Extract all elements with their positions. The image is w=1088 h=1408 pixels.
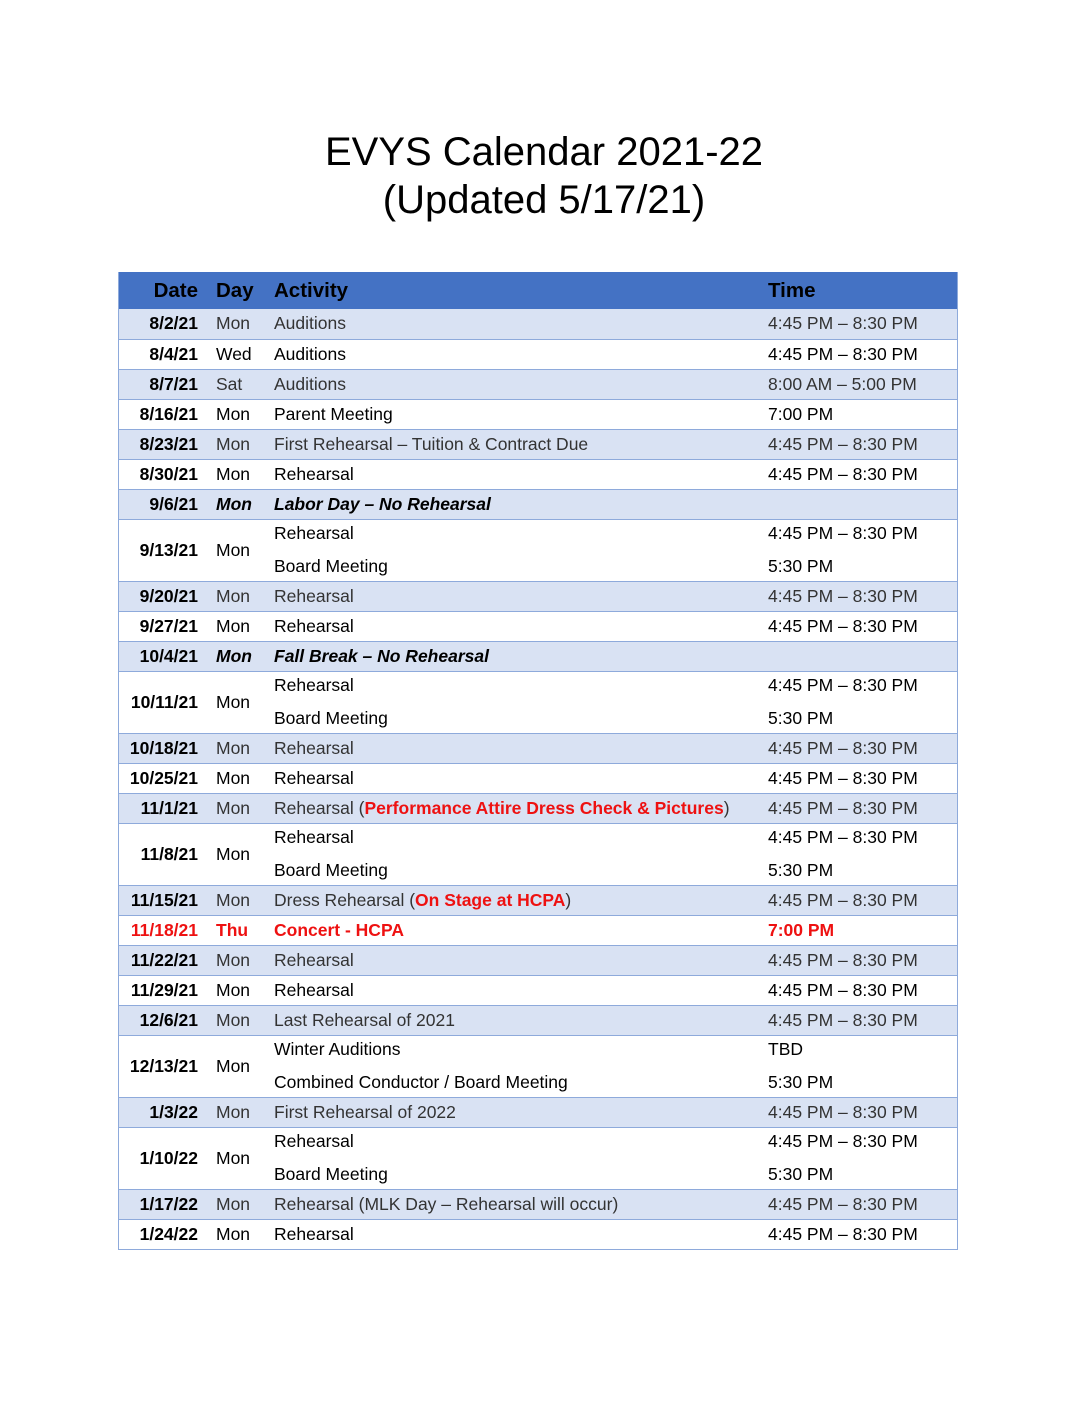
title-line-1: EVYS Calendar 2021-22 xyxy=(324,130,764,174)
row-time: 8:00 AM – 5:00 PM xyxy=(768,373,917,394)
row-day: Mon xyxy=(216,889,251,910)
activity-text: Rehearsal ( xyxy=(274,797,365,818)
row-day: Mon xyxy=(216,797,251,818)
row-date: 1/3/22 xyxy=(149,1101,198,1122)
row-time xyxy=(768,519,958,581)
row-time xyxy=(768,671,958,733)
row-date: 9/20/21 xyxy=(139,585,198,606)
row-activity: Auditions xyxy=(274,343,346,364)
row-time xyxy=(768,1127,958,1189)
row-day: Thu xyxy=(216,919,249,940)
activity-text-end: ) xyxy=(565,889,572,910)
table-row xyxy=(119,733,958,763)
activity-line-2: Board Meeting xyxy=(274,708,388,728)
table-row xyxy=(119,459,958,489)
row-date: 12/6/21 xyxy=(139,1009,198,1030)
row-time: 4:45 PM – 8:30 PM xyxy=(768,767,918,788)
table-row xyxy=(119,915,958,945)
time-line-1: 4:45 PM – 8:30 PM xyxy=(768,1131,918,1151)
row-activity: Rehearsal xyxy=(274,767,354,788)
row-date: 11/22/21 xyxy=(130,949,198,970)
row-time: 4:45 PM – 8:30 PM xyxy=(768,433,918,454)
row-day: Mon xyxy=(216,1193,251,1214)
row-day: Wed xyxy=(216,343,252,364)
row-date: 11/8/21 xyxy=(140,843,198,864)
row-activity: Auditions xyxy=(274,313,346,334)
row-day: Mon xyxy=(216,949,251,970)
row-time: 4:45 PM – 8:30 PM xyxy=(768,343,918,364)
table-row xyxy=(119,945,958,975)
row-activity: Auditions xyxy=(274,373,346,394)
row-day: Mon xyxy=(216,1223,251,1244)
row-time: 4:45 PM – 8:30 PM xyxy=(768,1009,918,1030)
row-time: 7:00 PM xyxy=(768,403,834,424)
row-time xyxy=(768,1035,958,1097)
table-row xyxy=(119,1219,958,1249)
row-activity xyxy=(274,793,768,823)
row-time xyxy=(768,823,958,885)
calendar-body xyxy=(119,309,958,1249)
table-row xyxy=(119,793,958,823)
row-activity: Concert - HCPA xyxy=(274,919,404,940)
time-line-2: 5:30 PM xyxy=(768,556,834,576)
row-activity: First Rehearsal of 2022 xyxy=(274,1101,456,1122)
title-line-2: (Updated 5/17/21) xyxy=(382,178,706,222)
activity-highlight: Performance Attire Dress Check & Pictures xyxy=(364,797,724,818)
row-date: 11/29/21 xyxy=(130,979,198,1000)
activity-text-end: ) xyxy=(723,797,730,818)
row-day: Mon xyxy=(216,403,251,424)
row-time: 4:45 PM – 8:30 PM xyxy=(768,797,918,818)
table-row xyxy=(119,429,958,459)
header-activity: Activity xyxy=(274,272,768,309)
row-activity: Rehearsal xyxy=(274,1223,354,1244)
row-day: Mon xyxy=(216,767,251,788)
table-row xyxy=(119,339,958,369)
row-date: 8/2/21 xyxy=(149,313,198,334)
activity-line-1: Rehearsal xyxy=(274,827,354,847)
activity-line-2: Board Meeting xyxy=(274,1164,388,1184)
time-line-1: TBD xyxy=(768,1039,803,1059)
row-date: 1/10/22 xyxy=(139,1147,198,1168)
activity-line-1: Rehearsal xyxy=(274,675,354,695)
row-activity: Parent Meeting xyxy=(274,403,393,424)
row-time: 4:45 PM – 8:30 PM xyxy=(768,949,918,970)
row-date: 10/18/21 xyxy=(129,737,198,758)
row-date: 1/17/22 xyxy=(139,1193,198,1214)
header-date: Date xyxy=(119,272,217,309)
row-time: 4:45 PM – 8:30 PM xyxy=(768,585,918,606)
row-date: 11/18/21 xyxy=(130,919,198,940)
row-activity: Rehearsal xyxy=(274,979,354,1000)
row-date: 12/13/21 xyxy=(129,1055,198,1076)
header-time: Time xyxy=(768,272,958,309)
table-row xyxy=(119,1127,958,1189)
row-activity: First Rehearsal – Tuition & Contract Due xyxy=(274,433,589,454)
row-time: 4:45 PM – 8:30 PM xyxy=(768,615,918,636)
activity-line-2: Board Meeting xyxy=(274,860,388,880)
row-activity: Rehearsal xyxy=(274,463,354,484)
row-time: 4:45 PM – 8:30 PM xyxy=(768,1223,918,1244)
row-date: 10/4/21 xyxy=(139,645,198,666)
row-date: 11/1/21 xyxy=(140,797,198,818)
table-row xyxy=(119,763,958,793)
row-day: Mon xyxy=(216,1055,251,1076)
time-line-2: 5:30 PM xyxy=(768,708,834,728)
row-time xyxy=(768,489,958,519)
row-activity xyxy=(274,1127,768,1189)
row-day: Mon xyxy=(216,493,252,514)
row-day: Mon xyxy=(216,433,251,454)
page-title xyxy=(0,128,1088,224)
time-line-2: 5:30 PM xyxy=(768,1164,834,1184)
row-activity: Rehearsal xyxy=(274,949,354,970)
row-activity xyxy=(274,885,768,915)
table-row xyxy=(119,369,958,399)
row-time: 4:45 PM – 8:30 PM xyxy=(768,463,918,484)
row-day: Mon xyxy=(216,585,251,606)
row-activity: Fall Break – No Rehearsal xyxy=(274,645,489,666)
table-row xyxy=(119,581,958,611)
calendar-table xyxy=(118,272,958,1250)
table-row xyxy=(119,641,958,671)
row-activity xyxy=(274,519,768,581)
activity-line-2: Board Meeting xyxy=(274,556,388,576)
row-date: 9/13/21 xyxy=(139,539,198,560)
row-day: Mon xyxy=(216,313,251,334)
row-day: Sat xyxy=(216,373,243,394)
header-row xyxy=(119,272,958,309)
row-date: 8/7/21 xyxy=(149,373,198,394)
activity-line-2: Combined Conductor / Board Meeting xyxy=(274,1072,568,1092)
row-day: Mon xyxy=(216,1101,251,1122)
row-time xyxy=(768,641,958,671)
row-date: 8/30/21 xyxy=(139,463,198,484)
row-activity: Rehearsal xyxy=(274,615,354,636)
table-row xyxy=(119,489,958,519)
row-day: Mon xyxy=(216,737,251,758)
time-line-1: 4:45 PM – 8:30 PM xyxy=(768,523,918,543)
row-day: Mon xyxy=(216,539,251,560)
table-row xyxy=(119,1097,958,1127)
row-date: 10/11/21 xyxy=(130,691,198,712)
row-day: Mon xyxy=(216,615,251,636)
table-row xyxy=(119,309,958,339)
table-row xyxy=(119,519,958,581)
row-date: 1/24/22 xyxy=(139,1223,198,1244)
row-day: Mon xyxy=(216,645,252,666)
table-row xyxy=(119,611,958,641)
row-activity: Rehearsal (MLK Day – Rehearsal will occur) xyxy=(274,1193,619,1214)
row-day: Mon xyxy=(216,1147,251,1168)
row-date: 9/6/21 xyxy=(149,493,198,514)
row-date: 10/25/21 xyxy=(129,767,198,788)
row-activity xyxy=(274,671,768,733)
table-row xyxy=(119,1005,958,1035)
activity-line-1: Rehearsal xyxy=(274,523,354,543)
row-time: 4:45 PM – 8:30 PM xyxy=(768,889,918,910)
row-date: 8/23/21 xyxy=(139,433,198,454)
row-activity xyxy=(274,823,768,885)
activity-text: Dress Rehearsal ( xyxy=(274,889,416,910)
table-row xyxy=(119,1035,958,1097)
row-activity: Rehearsal xyxy=(274,585,354,606)
table-row xyxy=(119,823,958,885)
row-day: Mon xyxy=(216,1009,251,1030)
activity-line-1: Winter Auditions xyxy=(274,1039,401,1059)
time-line-2: 5:30 PM xyxy=(768,1072,834,1092)
time-line-1: 4:45 PM – 8:30 PM xyxy=(768,675,918,695)
row-time: 4:45 PM – 8:30 PM xyxy=(768,313,918,334)
row-date: 8/16/21 xyxy=(139,403,198,424)
table-row xyxy=(119,399,958,429)
table-row xyxy=(119,885,958,915)
table-row xyxy=(119,975,958,1005)
table-row xyxy=(119,1189,958,1219)
table-row xyxy=(119,671,958,733)
activity-highlight: On Stage at HCPA xyxy=(415,889,566,910)
row-day: Mon xyxy=(216,979,251,1000)
row-date: 11/15/21 xyxy=(130,889,198,910)
activity-line-1: Rehearsal xyxy=(274,1131,354,1151)
row-day: Mon xyxy=(216,691,251,712)
row-activity xyxy=(274,1035,768,1097)
row-time: 7:00 PM xyxy=(768,919,835,940)
row-time: 4:45 PM – 8:30 PM xyxy=(768,737,918,758)
row-activity: Last Rehearsal of 2021 xyxy=(274,1009,455,1030)
row-activity: Labor Day – No Rehearsal xyxy=(274,493,491,514)
time-line-1: 4:45 PM – 8:30 PM xyxy=(768,827,918,847)
row-date: 8/4/21 xyxy=(149,343,198,364)
row-time: 4:45 PM – 8:30 PM xyxy=(768,1193,918,1214)
row-time: 4:45 PM – 8:30 PM xyxy=(768,1101,918,1122)
row-time: 4:45 PM – 8:30 PM xyxy=(768,979,918,1000)
row-activity: Rehearsal xyxy=(274,737,354,758)
row-day: Mon xyxy=(216,843,251,864)
row-day: Mon xyxy=(216,463,251,484)
time-line-2: 5:30 PM xyxy=(768,860,834,880)
row-date: 9/27/21 xyxy=(139,615,198,636)
header-day: Day xyxy=(216,272,274,309)
